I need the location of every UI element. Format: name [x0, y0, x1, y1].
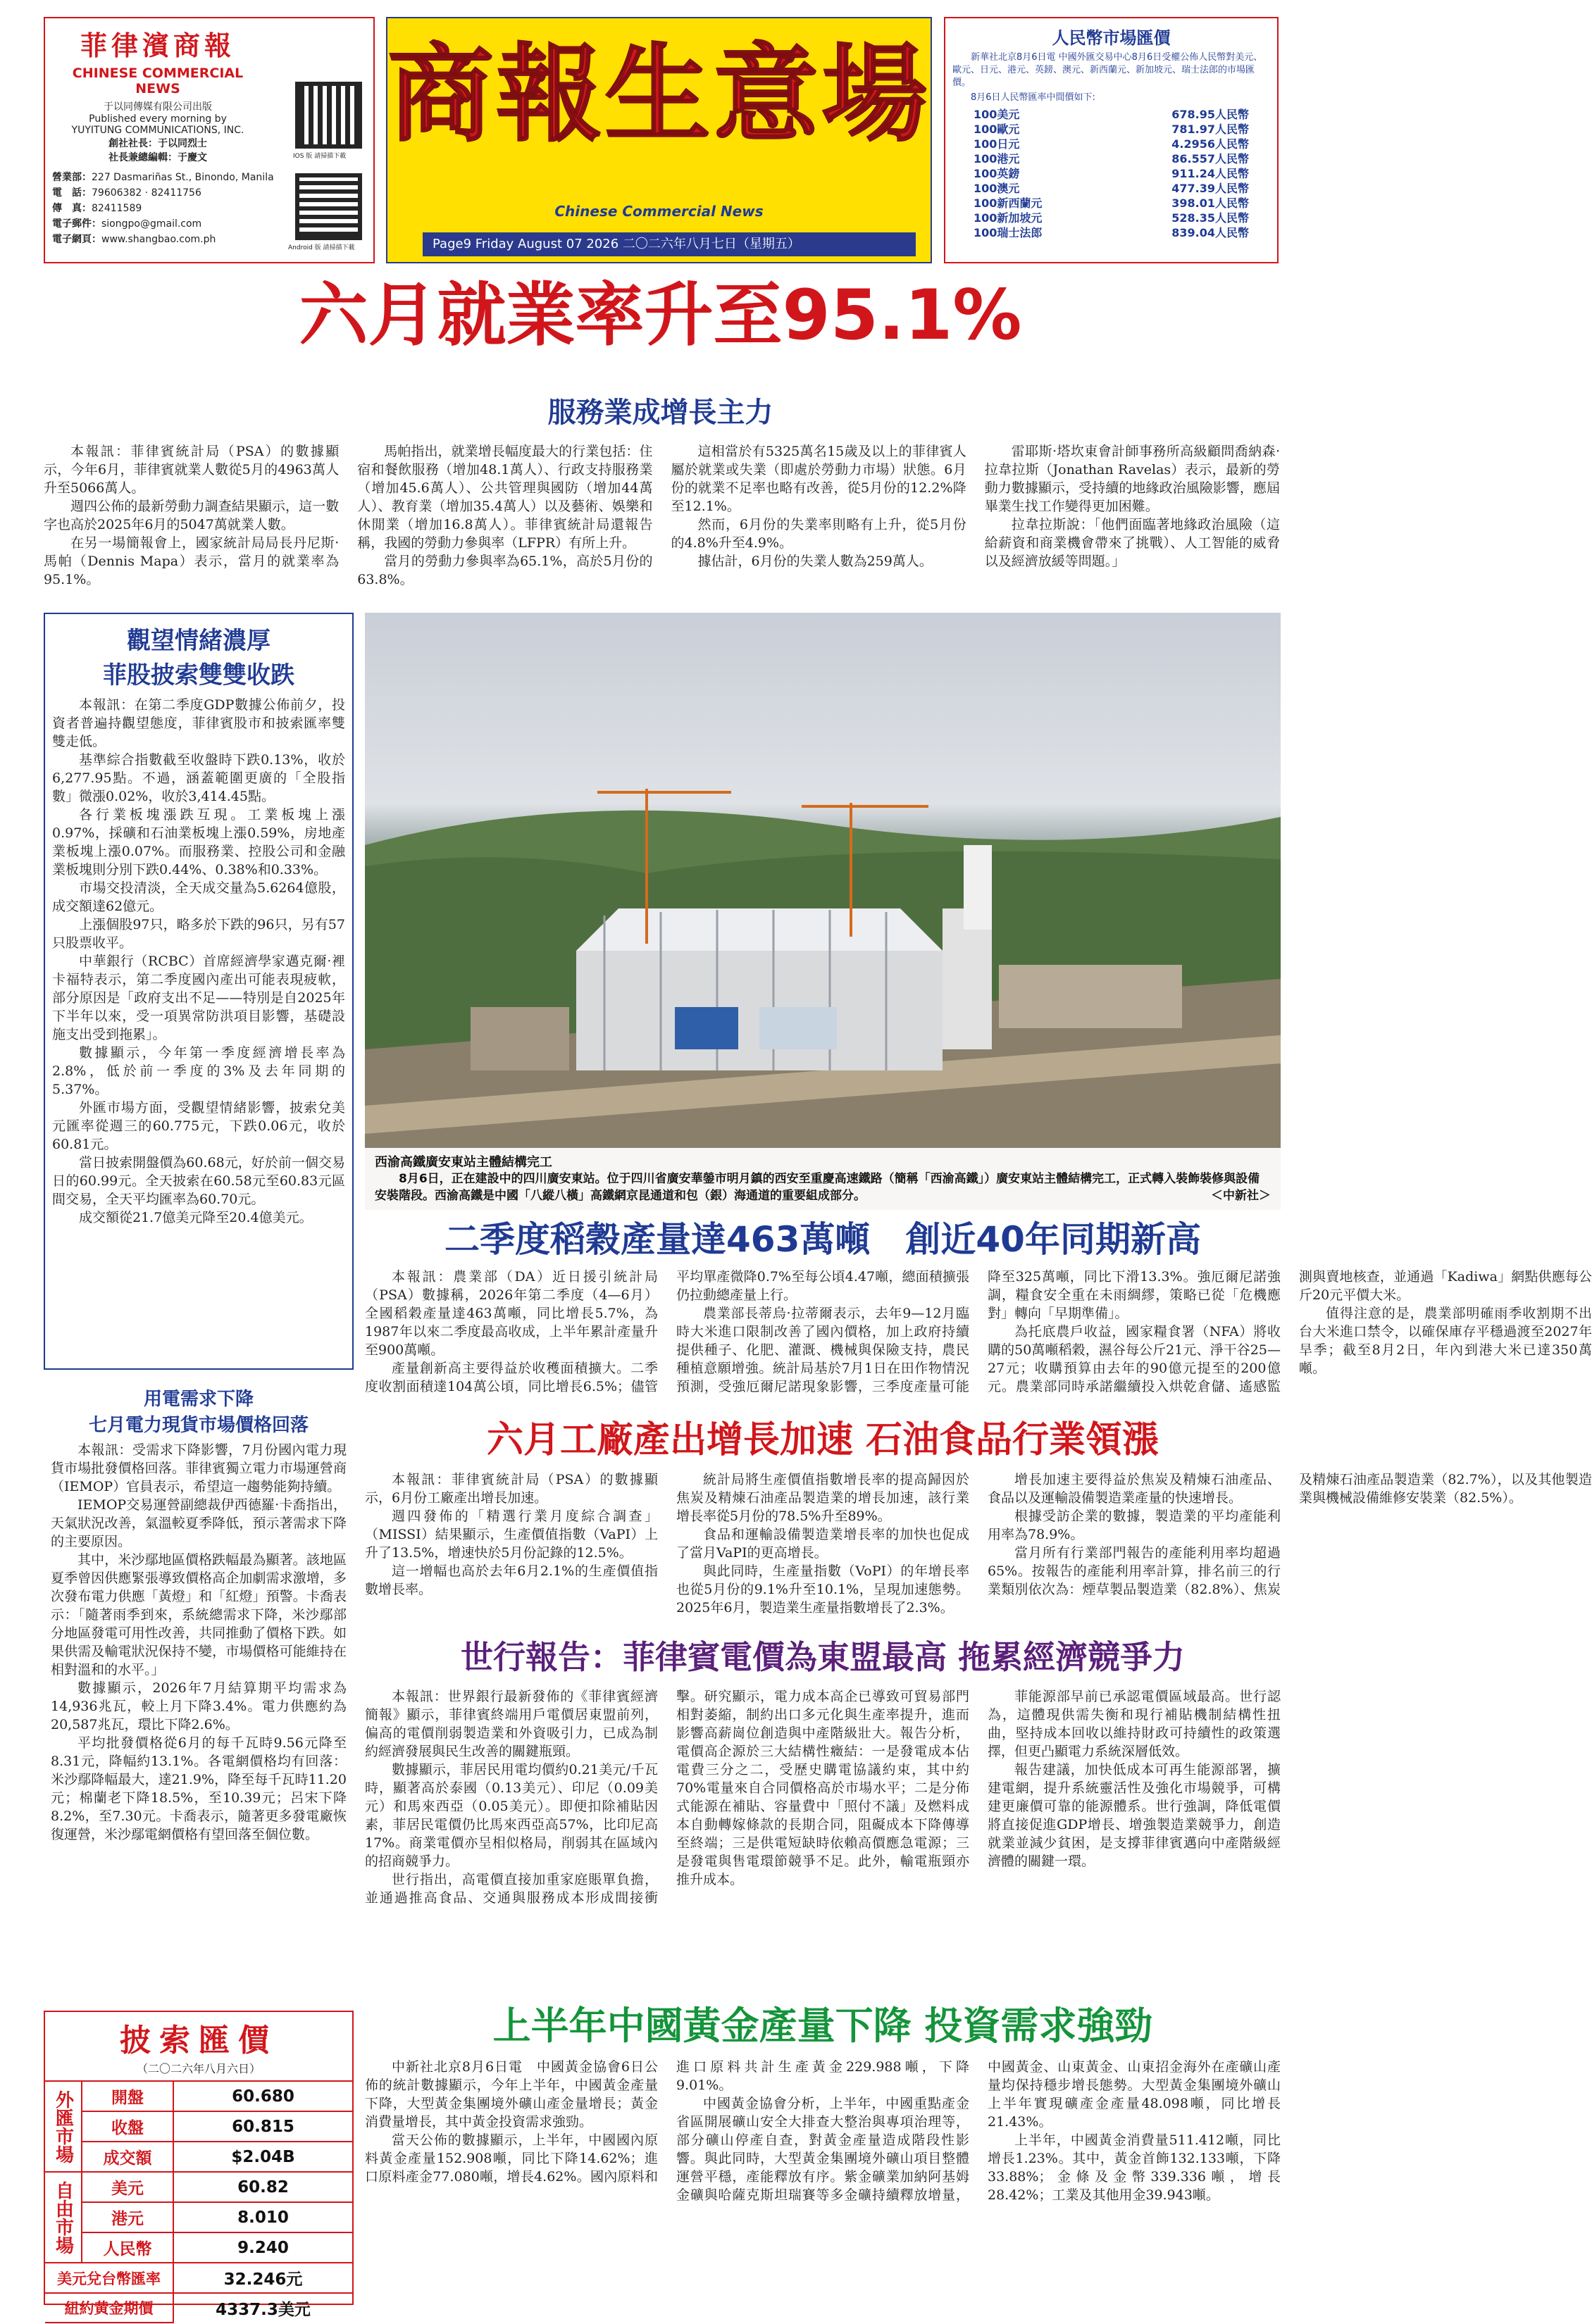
factory-paragraph: 食品和運輸設備製造業增長率的加快也促成了當月VaPI的更高增長。	[676, 1527, 969, 1561]
rmb-title: 人民幣市場匯價	[1052, 28, 1171, 48]
worldbank-article-body	[365, 1687, 1281, 1990]
lead-paragraph: 當月的勞動力參與率為65.1%，高於5月份的63.8%。	[357, 554, 653, 587]
peso-group-label: 外匯市場	[45, 2081, 82, 2172]
rmb-row	[974, 196, 1249, 211]
power-paragraph: IEMOP交易運營副總裁伊西德羅·卡喬指出，天氣狀況改善，氣溫較夏季降低，預示著需求下降的主要原因。	[51, 1497, 347, 1549]
paper-name-zh: 菲律濱商報	[80, 30, 235, 61]
lead-paragraph: 然而，6月份的失業率則略有上升，從5月份的4.8%升至4.9%。	[671, 517, 966, 551]
office-line: 營業部：227 Dasmariñas St., Binondo, Manila	[52, 172, 274, 183]
peso-value: $2.04B	[173, 2142, 352, 2172]
peso-row	[45, 2202, 352, 2232]
factory-headline: 六月工廠產出增長加速 石油食品行業領漲	[486, 1419, 1159, 1461]
gold-paragraph: 中國黃金協會分析，上半年，中國重點產金省區開展礦山安全大排查大整治與專項治理等，部分礦山停產自查，對黃金產量造成階段性影響。與此同時，大型黃金集團境外礦山項目整體運營平穩，產能釋放有序。紫金礦業加納阿基姆金礦與哈薩克斯坦瑞賽等多金礦持續釋放增量，中國黃金、山東黃金、山東招金海外在產礦山產量均保持穩步增長態勢。大型黃金集團境外礦山上半年實現礦產金產量48.098噸，同比增長21.43%。	[676, 2059, 1281, 2203]
rice-paragraph: 產量創新高主要得益於收穫面積擴大。二季度收割面積達104萬公頃，同比增長6.5%；儘管平均單產微降0.7%至每公頃4.47噸，總面積擴張仍拉動總產量上行。	[365, 1269, 969, 1394]
gold-paragraph: 上半年，中國黃金消費量511.412噸，同比增長1.23%。其中，黃金首飾132.133噸，下降33.88%；金條及金幣339.336噸，增長28.42%；工業及其他用金39.943噸。	[988, 2132, 1281, 2203]
rmb-row	[974, 181, 1249, 196]
rmb-row	[974, 107, 1249, 122]
stocks-paragraph: 數據顯示，今年第一季度經濟增長率為2.8%，低於前一季度的3%及去年同期的5.37%。	[52, 1045, 345, 1097]
rice-headline: 二季度稻穀產量達463萬噸 創近40年同期新高	[444, 1219, 1201, 1260]
peso-value: 60.82	[173, 2172, 352, 2202]
rmb-value: 911.24人民幣	[1171, 167, 1249, 180]
rmb-unit: 100歐元	[974, 123, 1020, 136]
worldbank-paragraph: 世行指出，高電價直接加重家庭賬單負擔，並通過推高食品、交通與服務成本形成間接衝擊。研究顯示，電力成本高企已導致可貿易部門相對萎縮，制約出口多元化與生產率提升，進而影響高薪崗位創造與中產階級壯大。報告分析，電價高企源於三大結構性癥結：一是發電成本佔電費三分之二，受歷史購電協議約束，其中約70%電量來自合同價格高於市場水平；二是分佈式能源在補貼、容量費中「照付不議」及燃料成本自動轉嫁條款的長期合同，阻礙成本下降傳導至終端；三是供電短缺時依賴高價應急電源；三是發電與售電環節競爭不足。此外，輸電瓶頸亦推升成本。	[365, 1689, 969, 1906]
peso-extra-label: 美元兌台幣匯率	[45, 2263, 173, 2293]
lead-paragraph: 週四公佈的最新勞動力調查結果顯示，這一數字也高於2025年6月的5047萬就業人數。	[44, 499, 340, 532]
rmb-unit: 100日元	[974, 137, 1020, 151]
rmb-unit: 100港元	[974, 152, 1020, 165]
published-line-2: YUYITUNG COMMUNICATIONS, INC.	[71, 125, 244, 136]
stocks-paragraph: 基準綜合指數截至收盤時下跌0.13%，收於6,277.95點。不過，涵蓋範圍更廣的「全股指數」微漲0.02%，收於3,414.45點。	[52, 752, 345, 804]
power-paragraph: 其中，米沙鄢地區價格跌幅最為顯著。該地區夏季曾因供應緊張導致價格高企加劇需求激增，多次發布電力供應「黃燈」和「紅燈」預警。卡喬表示：「隨著雨季到來，系統總需求下降，米沙鄢部分地區發電可用性改善，共同推動了價格下跌。如果供需及輸電狀況保持不變，市場價格可能維持在相對溫和的水平。」	[51, 1552, 347, 1678]
lead-paragraph: 拉韋拉斯說：「他們面臨著地緣政治風險（這給薪資和商業機會帶來了挑戰）、人工智能的威脅以及經濟放緩等問題。」	[984, 517, 1280, 569]
peso-label: 成交額	[82, 2142, 173, 2172]
chairman: 社長兼總編輯：于慶文	[108, 152, 207, 163]
factory-paragraph: 本報訊：菲律賓統計局（PSA）的數據顯示，6月份工廠產出增長加速。	[365, 1472, 658, 1506]
web-line: 電子網頁：www.shangbao.com.ph	[52, 234, 216, 245]
gold-paragraph: 中新社北京8月6日電 中國黃金協會6日公佈的統計數據顯示，今年上半年，中國黃金產量下降，大型黃金集團境外礦山產金量增長；黃金消費量增長，其中黃金投資需求強勁。	[365, 2059, 658, 2130]
photo-caption-title: 西渝高鐵廣安東站主體結構完工	[375, 1155, 552, 1170]
peso-label: 美元	[82, 2172, 173, 2202]
peso-row	[45, 2081, 352, 2111]
rmb-value: 678.95人民幣	[1171, 108, 1249, 121]
stocks-paragraph: 各行業板塊漲跌互現。工業板塊上漲0.97%，採礦和石油業板塊上漲0.59%，房地產業板塊上漲0.07%。而服務業、控股公司和金融業板塊則分別下跌0.44%、0.38%和0.33%。	[52, 807, 345, 877]
stocks-paragraph: 外匯市場方面，受觀望情緒影響，披索兌美元匯率從週三的60.775元，下跌0.06元，收於60.81元。	[52, 1100, 345, 1152]
stocks-paragraph: 市場交投清淡，全天成交量為5.6264億股，成交額達62億元。	[52, 880, 345, 914]
stocks-paragraph: 中華銀行（RCBC）首席經濟學家邁克爾·裡卡福特表示，第二季度國內產出可能表現疲軟，部分原因是「政府支出不足——特別是自2025年下半年以來，受一項異常防洪項目影響，基礎設施支出受到拖累」。	[52, 954, 345, 1042]
page-date-line: Page9 Friday August 07 2026 二〇二六年八月七日（星期五）	[423, 232, 916, 256]
rmb-row	[974, 166, 1249, 181]
factory-paragraph: 週四發佈的「精選行業月度綜合調查」（MISSI）結果顯示，生產價值指數（VaPI）上升了13.5%，增速快於5月份記錄的12.5%。	[365, 1508, 658, 1561]
power-headline-2: 七月電力現貨市場價格回落	[88, 1415, 309, 1436]
stocks-article	[44, 613, 354, 1370]
gold-article-body	[365, 2058, 1281, 2303]
stocks-paragraph: 當日披索開盤價為60.68元，好於前一個交易日的60.99元。全天披索在60.58元至60.83元區間交易，全天平均匯率為60.70元。	[52, 1155, 345, 1207]
fax-line: 傳 真：82411589	[52, 203, 142, 214]
rice-article-body	[365, 1268, 1592, 1408]
peso-table	[45, 2080, 352, 2323]
power-paragraph: 本報訊：受需求下降影響，7月份國內電力現貨市場批發價格回落。菲律賓獨立電力市場運營商（IEMOP）官員表示，希望這一趨勢能夠持續。	[51, 1442, 347, 1494]
factory-article-body	[365, 1470, 1592, 1630]
publisher: 于以同傳媒有限公司出版	[104, 101, 212, 113]
peso-group-label: 自由市場	[45, 2172, 82, 2263]
worldbank-paragraph: 報告建議，加快低成本可再生能源部署，擴建電網，提升系統靈活性及強化市場競爭，可構建更廉價可靠的能源體系。世行強調，降低電價將直接促進GDP增長、增強製造業競爭力，創造就業並減少貧困，是支撐菲律賓邁向中產階級經濟體的關鍵一環。	[988, 1762, 1281, 1869]
lead-headline: 六月就業率升至95.1%	[299, 275, 1022, 356]
rmb-intro: 新華社北京8月6日電 中國外匯交易中心8月6日受權公佈人民幣對美元、歐元、日元、港元、英鎊、澳元、新西蘭元、新加坡元、瑞士法郎的市場匯價。	[952, 52, 1263, 88]
qr-code-android	[295, 173, 362, 240]
factory-paragraph: 這一增幅也高於去年6月2.1%的生產價值指數增長率。	[365, 1563, 658, 1597]
power-body	[51, 1441, 347, 1844]
power-article	[44, 1380, 354, 2000]
rmb-row	[974, 151, 1249, 166]
stocks-headline-2: 菲股披索雙雙收跌	[103, 661, 294, 689]
peso-gold-row	[45, 2293, 352, 2323]
rmb-row	[974, 122, 1249, 137]
power-headline-1: 用電需求下降	[143, 1389, 254, 1410]
rmb-rate-box	[944, 17, 1279, 263]
tel-line: 電 話：79606382 · 82411756	[52, 187, 201, 199]
qr-android-caption: Android 版 請掃描下載	[288, 244, 355, 251]
peso-label: 收盤	[82, 2111, 173, 2142]
rmb-value: 398.01人民幣	[1171, 196, 1249, 210]
rmb-subtitle: 8月6日人民幣匯率中間價如下:	[971, 92, 1095, 103]
rmb-row	[974, 211, 1249, 225]
president: 創社社長：于以同烈士	[108, 138, 207, 149]
rmb-table	[952, 107, 1270, 240]
peso-value: 9.240	[173, 2232, 352, 2263]
peso-row	[45, 2172, 352, 2202]
station-construction-illustration	[365, 613, 1281, 1210]
worldbank-paragraph: 本報訊：世界銀行最新發佈的《菲律賓經濟簡報》顯示，菲律賓終端用戶電價居東盟前列，偏高的電價削弱製造業和外資吸引力，已成為制約經濟發展與民生改善的關鍵瓶頸。	[365, 1689, 658, 1759]
rmb-unit: 100英鎊	[974, 167, 1020, 180]
rmb-row	[974, 137, 1249, 151]
rice-paragraph: 為托底農戶收益，國家糧食署（NFA）將收購的50萬噸稻穀，濕谷每公斤21元、淨干谷25—27元；收購預算由去年的90億元提至的200億元。農業部同時承諾繼續投入烘乾倉儲、遙感監測與賣地核查，並通過「Kadiwa」網點供應每公斤20元平價大米。	[988, 1269, 1592, 1394]
peso-row	[45, 2232, 352, 2263]
peso-label: 開盤	[82, 2081, 173, 2111]
rmb-value: 781.97人民幣	[1171, 123, 1249, 136]
news-photo	[365, 613, 1281, 1210]
stocks-paragraph: 上漲個股97只，略多於下跌的96只，另有57只股票收平。	[52, 917, 345, 951]
published-line-1: Published every morning by	[89, 113, 227, 125]
qr-ios-caption: IOS 版 請掃描下載	[293, 153, 347, 160]
section-title: 商報生意場	[387, 32, 931, 156]
peso-title: 披索匯價	[120, 2023, 278, 2059]
peso-label: 人民幣	[82, 2232, 173, 2263]
stocks-paragraph: 成交額從21.7億美元降至20.4億美元。	[79, 1210, 313, 1225]
lead-subhead: 服務業成增長主力	[547, 396, 773, 429]
peso-label: 港元	[82, 2202, 173, 2232]
worldbank-paragraph: 菲能源部早前已承認電價區域最高。世行認為，這體現供需失衡和現行補貼機制結構性扭曲，堅持成本回收以維持財政可持續性的政策選擇，但更凸顯電力系統深層低效。	[988, 1689, 1281, 1759]
factory-paragraph: 增長加速主要得益於焦炭及精煉石油產品、食品以及運輸設備製造業產量的快速增長。	[988, 1472, 1281, 1506]
masthead-left-box	[44, 17, 375, 263]
email-line: 電子郵件：siongpo@gmail.com	[52, 218, 202, 230]
rmb-unit: 100新西蘭元	[974, 196, 1043, 210]
rmb-value: 477.39人民幣	[1171, 182, 1249, 195]
rmb-unit: 100瑞士法郎	[974, 226, 1043, 239]
rmb-value: 4.2956人民幣	[1171, 137, 1249, 151]
peso-rate-box	[44, 2011, 354, 2319]
factory-paragraph: 當月所有行業部門報告的產能利用率均超過65%。按報告的產能利用率計算，排名前三的行業類別依次為：煙草製品製造業（82.8%）、焦炭及精煉石油產品製造業（82.7%），以及其他製造業與機械設備維修安裝業（82.5%）。	[988, 1472, 1592, 1597]
rice-paragraph: 值得注意的是，農業部明確雨季收割期不出台大米進口禁令，以確保庫存平穩過渡至2027年旱季；截至8月2日，年內到港大米已達350萬噸。	[1299, 1306, 1592, 1376]
peso-extra-value: 4337.3美元	[173, 2293, 352, 2323]
lead-paragraph: 在另一場簡報會上，國家統計局局長丹尼斯·馬帕（Dennis Mapa）表示，當月的就業率為95.1%。	[44, 535, 340, 587]
worldbank-paragraph: 數據顯示，菲居民用電均價約0.21美元/千瓦時，顯著高於泰國（0.13美元）、印尼（0.09美元）和馬來西亞（0.05美元）。即便扣除補貼因素，菲居民電價仍比馬來西亞高57%，比印尼高17%。商業電價亦呈相似格局，削弱其在區域內的招商競爭力。	[365, 1762, 658, 1869]
rmb-value: 528.35人民幣	[1171, 211, 1249, 225]
factory-paragraph: 與此同時，生產量指數（VoPI）的年增長率也從5月份的9.1%升至10.1%，呈現加速態勢。2025年6月，製造業生產量指數增長了2.3%。	[676, 1563, 969, 1616]
peso-value: 60.680	[173, 2081, 352, 2111]
photo-caption-text: 8月6日，正在建設中的四川廣安東站。位于四川省廣安華鎣市明月鎮的西安至重慶高速鐵路（簡稱「西渝高鐵」）廣安東站主體結構完工，正式轉入裝飾裝修與設備安裝階段。西渝高鐵是中國「八縱八橫」高鐵網京昆通道和包（銀）海通道的重要組成部分。 ＜中新社＞	[375, 1172, 1271, 1203]
rmb-value: 839.04人民幣	[1171, 226, 1249, 239]
lead-paragraph: 本報訊：菲律賓統計局（PSA）的數據顯示，今年6月，菲律賓就業人數從5月的4963萬人升至5066萬人。	[44, 444, 340, 496]
peso-row	[45, 2111, 352, 2142]
stocks-body	[52, 696, 345, 1227]
section-en: Chinese Commercial News	[554, 203, 764, 220]
rmb-unit: 100美元	[974, 108, 1020, 121]
rmb-unit: 100澳元	[974, 182, 1020, 195]
power-paragraph: 平均批發價格從6月的每千瓦時9.56元降至8.31元，降幅約13.1%。各電網價格均有回落：米沙鄢降幅最大，達21.9%，降至每千瓦時11.20元；棉蘭老下降18.5%，至10.39元；呂宋下降8.2%，至7.30元。卡喬表示，隨著更多發電廠恢復運營，米沙鄢電網價格有望回落至個位數。	[51, 1735, 347, 1842]
lead-paragraph: 據估計，6月份的失業人數為259萬人。	[697, 554, 933, 569]
lead-article-body	[44, 442, 1280, 601]
peso-extra-value: 32.246元	[173, 2263, 352, 2293]
stocks-headline-1: 觀望情緒濃厚	[127, 627, 270, 655]
peso-value: 8.010	[173, 2202, 352, 2232]
lead-paragraph: 這相當於有5325萬名15歲及以上的菲律賓人屬於就業或失業（即處於勞動力市場）狀態。6月份的就業不足率也略有改善，從5月份的12.2%降至12.1%。	[671, 444, 966, 514]
peso-extra-label: 紐約黃金期價	[45, 2293, 173, 2323]
peso-date: （二〇二六年八月六日）	[136, 2062, 261, 2075]
lead-paragraph: 雷耶斯·塔坎東會計師事務所高級顧問喬納森·拉韋拉斯（Jonathan Ravelas）表示，最新的勞動力數據顯示，受持續的地緣政治風險影響，應屆畢業生找工作變得更加困難。	[984, 444, 1280, 514]
rmb-unit: 100新加坡元	[974, 211, 1043, 225]
peso-twd-row	[45, 2263, 352, 2293]
photo-caption-box	[365, 1148, 1281, 1210]
gold-headline: 上半年中國黃金產量下降 投資需求強勁	[492, 2004, 1153, 2048]
factory-paragraph: 統計局將生產價值指數增長率的提高歸因於焦炭及精煉石油產品製造業的增長加速，該行業增長率從5月份的78.5%升至89%。	[676, 1472, 969, 1524]
worldbank-headline: 世行報告：菲律賓電價為東盟最高 拖累經濟競爭力	[460, 1638, 1185, 1676]
stocks-paragraph: 本報訊：在第二季度GDP數據公佈前夕，投資者普遍持觀望態度，菲律賓股市和披索匯率雙雙走低。	[52, 697, 345, 749]
section-banner	[386, 17, 932, 263]
rice-paragraph: 本報訊：農業部（DA）近日援引統計局（PSA）數據稱，2026年第二季度（4—6月）全國稻穀產量達463萬噸，同比增長5.7%，為1987年以來二季度最高收成，上半年累計產量升至900萬噸。	[365, 1269, 658, 1358]
qr-code-ios	[295, 82, 362, 149]
factory-paragraph: 根據受訪企業的數據，製造業的平均產能利用率為78.9%。	[988, 1508, 1281, 1542]
paper-name-en: CHINESE COMMERCIAL NEWS	[72, 65, 244, 96]
peso-row	[45, 2142, 352, 2172]
rmb-value: 86.557人民幣	[1171, 152, 1249, 165]
gold-paragraph: 當天公佈的數據顯示，上半年，中國國內原料黃金產量152.908噸，同比下降14.62%；進口原料產金77.080噸，增長4.62%。國內原料和進口原料共計生產黃金229.988噸，下降9.01%。	[365, 2059, 969, 2185]
rmb-row	[974, 225, 1249, 240]
lead-paragraph: 馬帕指出，就業增長幅度最大的行業包括：住宿和餐飲服務（增加48.1萬人）、行政支持服務業（增加45.6萬人）、公共管理與國防（增加44萬人）、教育業（增加35.4萬人）以及藝術、娛樂和休閒業（增加16.8萬人）。菲律賓統計局還報告稱，我國的勞動力參與率（LFPR）有所上升。	[357, 444, 653, 551]
rice-paragraph: 農業部長蒂烏·拉蒂爾表示，去年9—12月臨時大米進口限制改善了國內價格，加上政府持續提供種子、化肥、灌溉、機械與保險支持，農民種植意願增強。統計局基於7月1日在田作物情況預測，受強厄爾尼諾現象影響，三季度產量可能降至325萬噸，同比下滑13.3%。強厄爾尼諾強調，糧食安全重在未雨綢繆，策略已從「危機應對」轉向「早期準備」。	[676, 1269, 1281, 1394]
peso-value: 60.815	[173, 2111, 352, 2142]
power-paragraph: 數據顯示，2026年7月結算期平均需求為14,936兆瓦，較上月下降3.4%。電力供應約為20,587兆瓦，環比下降2.6%。	[51, 1680, 347, 1732]
